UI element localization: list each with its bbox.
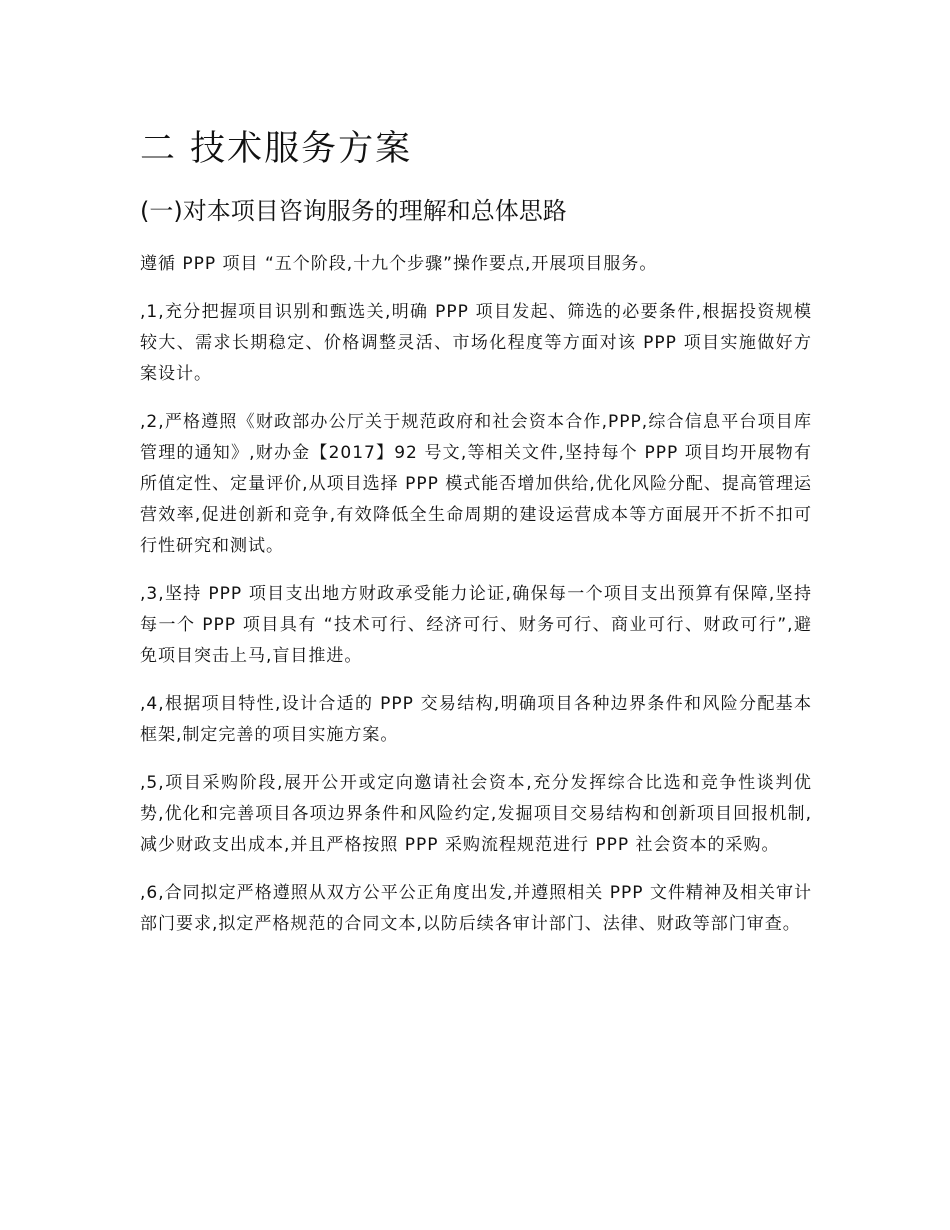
paragraph-5: ,5,项目采购阶段,展开公开或定向邀请社会资本,充分发挥综合比选和竞争性谈判优势,优化和完善项目各项边界条件和风险约定,发掘项目交易结构和创新项目回报机制,减少财政支出成本,并且严格按照 PPP 采购流程规范进行 PPP 社会资本的采购。 <box>140 773 812 856</box>
document-page <box>140 118 812 940</box>
paragraph-1: ,1,充分把握项目识别和甄选关,明确 PPP 项目发起、筛选的必要条件,根据投资规模较大、需求长期稳定、价格调整灵活、市场化程度等方面对该 PPP 项目实施做好方案设计。 <box>140 302 812 385</box>
paragraph-2: ,2,严格遵照《财政部办公厅关于规范政府和社会资本合作,PPP,综合信息平台项目库管理的通知》,财办金【2017】92 号文,等相关文件,坚持每个 PPP 项目均开展物有所值定性、定量评价,从项目选择 PPP 模式能否增加供给,优化风险分配、提高管理运营效率,促进创新和竞争,有效降低全生命周期的建设运营成本等方面展开不折不扣可行性研究和测试。 <box>140 412 812 557</box>
document-title: 二 技术服务方案 <box>140 129 413 169</box>
paragraph-3: ,3,坚持 PPP 项目支出地方财政承受能力论证,确保每一个项目支出预算有保障,坚持每一个 PPP 项目具有 “技术可行、经济可行、财务可行、商业可行、财政可行”,避免项目突击上马,盲目推进。 <box>140 584 812 667</box>
intro-paragraph: 遵循 PPP 项目 “五个阶段,十九个步骤”操作要点,开展项目服务。 <box>140 254 658 275</box>
paragraph-6: ,6,合同拟定严格遵照从双方公平公正角度出发,并遵照相关 PPP 文件精神及相关审计部门要求,拟定严格规范的合同文本,以防后续各审计部门、法律、财政等部门审查。 <box>140 883 812 935</box>
section-heading: (一)对本项目咨询服务的理解和总体思路 <box>140 197 567 225</box>
paragraph-4: ,4,根据项目特性,设计合适的 PPP 交易结构,明确项目各种边界条件和风险分配基本框架,制定完善的项目实施方案。 <box>140 694 812 746</box>
